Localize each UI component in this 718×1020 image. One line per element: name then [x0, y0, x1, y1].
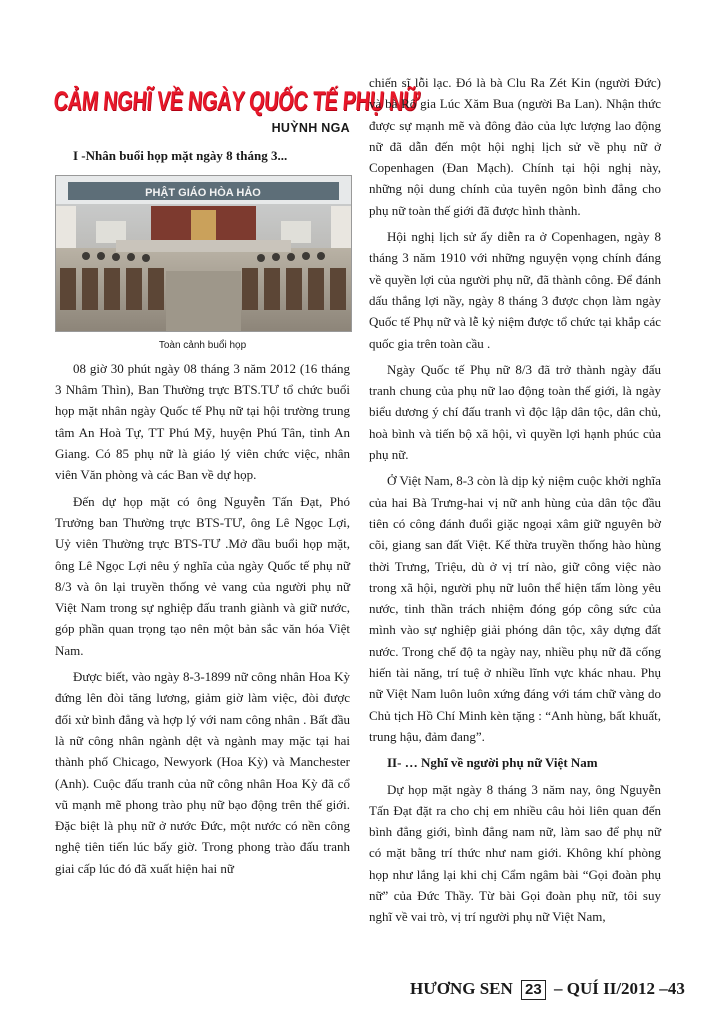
section-1-heading: I -Nhân buổi họp mặt ngày 8 tháng 3... — [73, 148, 288, 164]
photo-caption: Toàn cảnh buổi họp — [158, 339, 247, 351]
paragraph-meeting-2: Dự họp mặt ngày 8 tháng 3 năm nay, ông Nguyễn Tấn Đạt đặt ra cho chị em nhiều câu hỏi liên quan đến bình đẳng giới, bình đẳng nam nữ, làm sao để phụ nữ có mặt bằng trí thức như nam giới. Không khí phòng họp như lắng lại khi chị Cẩm ngâm bài “Gọi đoàn phụ nữ” của Đức Thầy. Từ bài Gọi đoàn phụ nữ, tôi suy nghĩ về vai trò, vị trí người phụ nữ Việt Nam, — [369, 781, 661, 925]
page-number: 43 — [667, 979, 685, 998]
meeting-hall-illustration — [56, 176, 351, 331]
article-author: HUỲNH NGA — [271, 121, 350, 135]
right-column — [369, 72, 661, 933]
meeting-photo — [55, 175, 352, 332]
paragraph-history-continued: chiến sĩ lỗi lạc. Đó là bà Clu Ra Zét Kin (người Đức) và bà Rô gia Lúc Xăm Bua (người Ba Lan). Nhận thức được sự mạnh mẽ và đông đảo của lực lượng lao động nữ đã dẫn đến một hội nghị lịch sử về phụ nữ ở Copenhagen (Đan Mạch). Chính tại hội nghị này, những nội dung chính của tuyên ngôn bình đẳng cho phụ nữ toàn thế giới đã được hình thành. — [369, 75, 661, 218]
paragraph-copenhagen: Hội nghị lịch sử ấy diễn ra ở Copenhagen, ngày 8 tháng 3 năm 1910 với những nguyện vọng chính đáng về quyền lợi của người phụ nữ, đã thành công. Để đánh dấu thắng lợi nầy, ngày 8 tháng 3 được chọn làm ngày Quốc tế Phụ nữ và lễ kỷ niệm được tổ chức tại khắp các quốc gia trên toàn cầu . — [369, 229, 661, 351]
page-footer — [410, 979, 685, 1000]
paragraph-history: Được biết, vào ngày 8-3-1899 nữ công nhân Hoa Kỳ đứng lên đòi tăng lương, giảm giờ làm việc, đòi được đối xử bình đẳng và hợp lý với nam công nhân . Bất đầu là nữ công nhân ngành dệt và ngành may mặc tại hai thành phố Chicago, Newyork (Hoa Kỳ) và Manchester (Anh). Cuộc đấu tranh của nữ công nhân Hoa Kỳ đã cổ vũ mạnh mẽ phong trào phụ nữ bạo động trên thế giới. Đặc biệt là phụ nữ ở nước Đức, một nước có nền công nghệ tiên tiến lúc bấy giờ. Trong phong trào đấu tranh giai cấp lúc đó đã xuất hiện hai nữ — [55, 669, 350, 876]
article-title: CẢM NGHĨ VỀ NGÀY QUỐC TẾ PHỤ NỮ — [52, 86, 421, 116]
paragraph-international-day: Ngày Quốc tế Phụ nữ 8/3 đã trở thành ngày đấu tranh chung của phụ nữ lao động toàn thế giới, là ngày biểu dương ý chí đấu tranh vì độc lập dân tộc, dân chủ, hoà bình và tiến bộ xã hội, vì quyền lợi hạnh phúc của phụ nữ. — [369, 361, 661, 463]
paragraph-vietnam: Ở Việt Nam, 8-3 còn là dịp kỷ niệm cuộc khởi nghĩa của hai Bà Trưng-hai vị nữ anh hùng của dân tộc đầu tiên có công đánh đuổi giặc ngoại xâm giữ nguyên bờ cõi, giang san đất Việt. Kế thừa truyền thống hào hùng thời Trưng, Triệu, dù ở vị trí nào, giữ công việc nào trong xã hội, người phụ nữ luôn thể hiện tấm lòng yêu nước, tinh thần trách nhiệm đóng góp công sức của mình vào sự nghiệp giải phóng dân tộc, xây dựng đất nước. Trong chế độ ta ngày nay, nhiều phụ nữ đã cống hiến tài năng, trí tuệ ở nhiều lĩnh vực khác nhau. Phụ nữ Việt Nam luôn luôn xứng đáng với tám chữ vàng do Chủ tịch Hồ Chí Minh kèn tặng : “Anh hùng, bất khuất, trung hậu, đảm đang”. — [369, 473, 661, 744]
paragraph-intro: 08 giờ 30 phút ngày 08 tháng 3 năm 2012 (16 tháng 3 Nhâm Thìn), Ban Thường trực BTS.TƯ tổ chức buổi họp mặt nhân ngày Quốc tế Phụ nữ tại hội trường trung tâm An Hoà Tự, TT Phú Mỹ, huyện Phú Tân, tỉnh An Giang. Có 85 phụ nữ là giáo lý viên chức việc, nhân viên Văn phòng và các Ban về dự họp. — [55, 360, 350, 483]
section-2-heading: II- … Nghĩ về người phụ nữ Việt Nam — [387, 755, 598, 771]
hall-banner: PHẬT GIÁO HÒA HẢO — [145, 186, 261, 199]
issue-number-box: 23 — [521, 980, 546, 1000]
magazine-name: HƯƠNG SEN — [410, 979, 513, 998]
issue-info: – QUÍ II/2012 – — [553, 979, 668, 998]
left-column — [52, 72, 421, 884]
paragraph-attendees: Đến dự họp mặt có ông Nguyễn Tấn Đạt, Phó Trưởng ban Thường trực BTS-TƯ, ông Lê Ngọc Lợi, Uỷ viên Thường trực BTS-TƯ .Mở đầu buổi họp mặt, ông Lê Ngọc Lợi nêu ý nghĩa của ngày Quốc tế phụ nữ 8/3 và ôn lại truyền thống vẻ vang của người phụ nữ Việt Nam trong sự nghiệp đấu tranh giành và giữ nước, góp phần quan trọng tạo nên một bản sắc văn hóa Việt Nam. — [55, 493, 350, 658]
